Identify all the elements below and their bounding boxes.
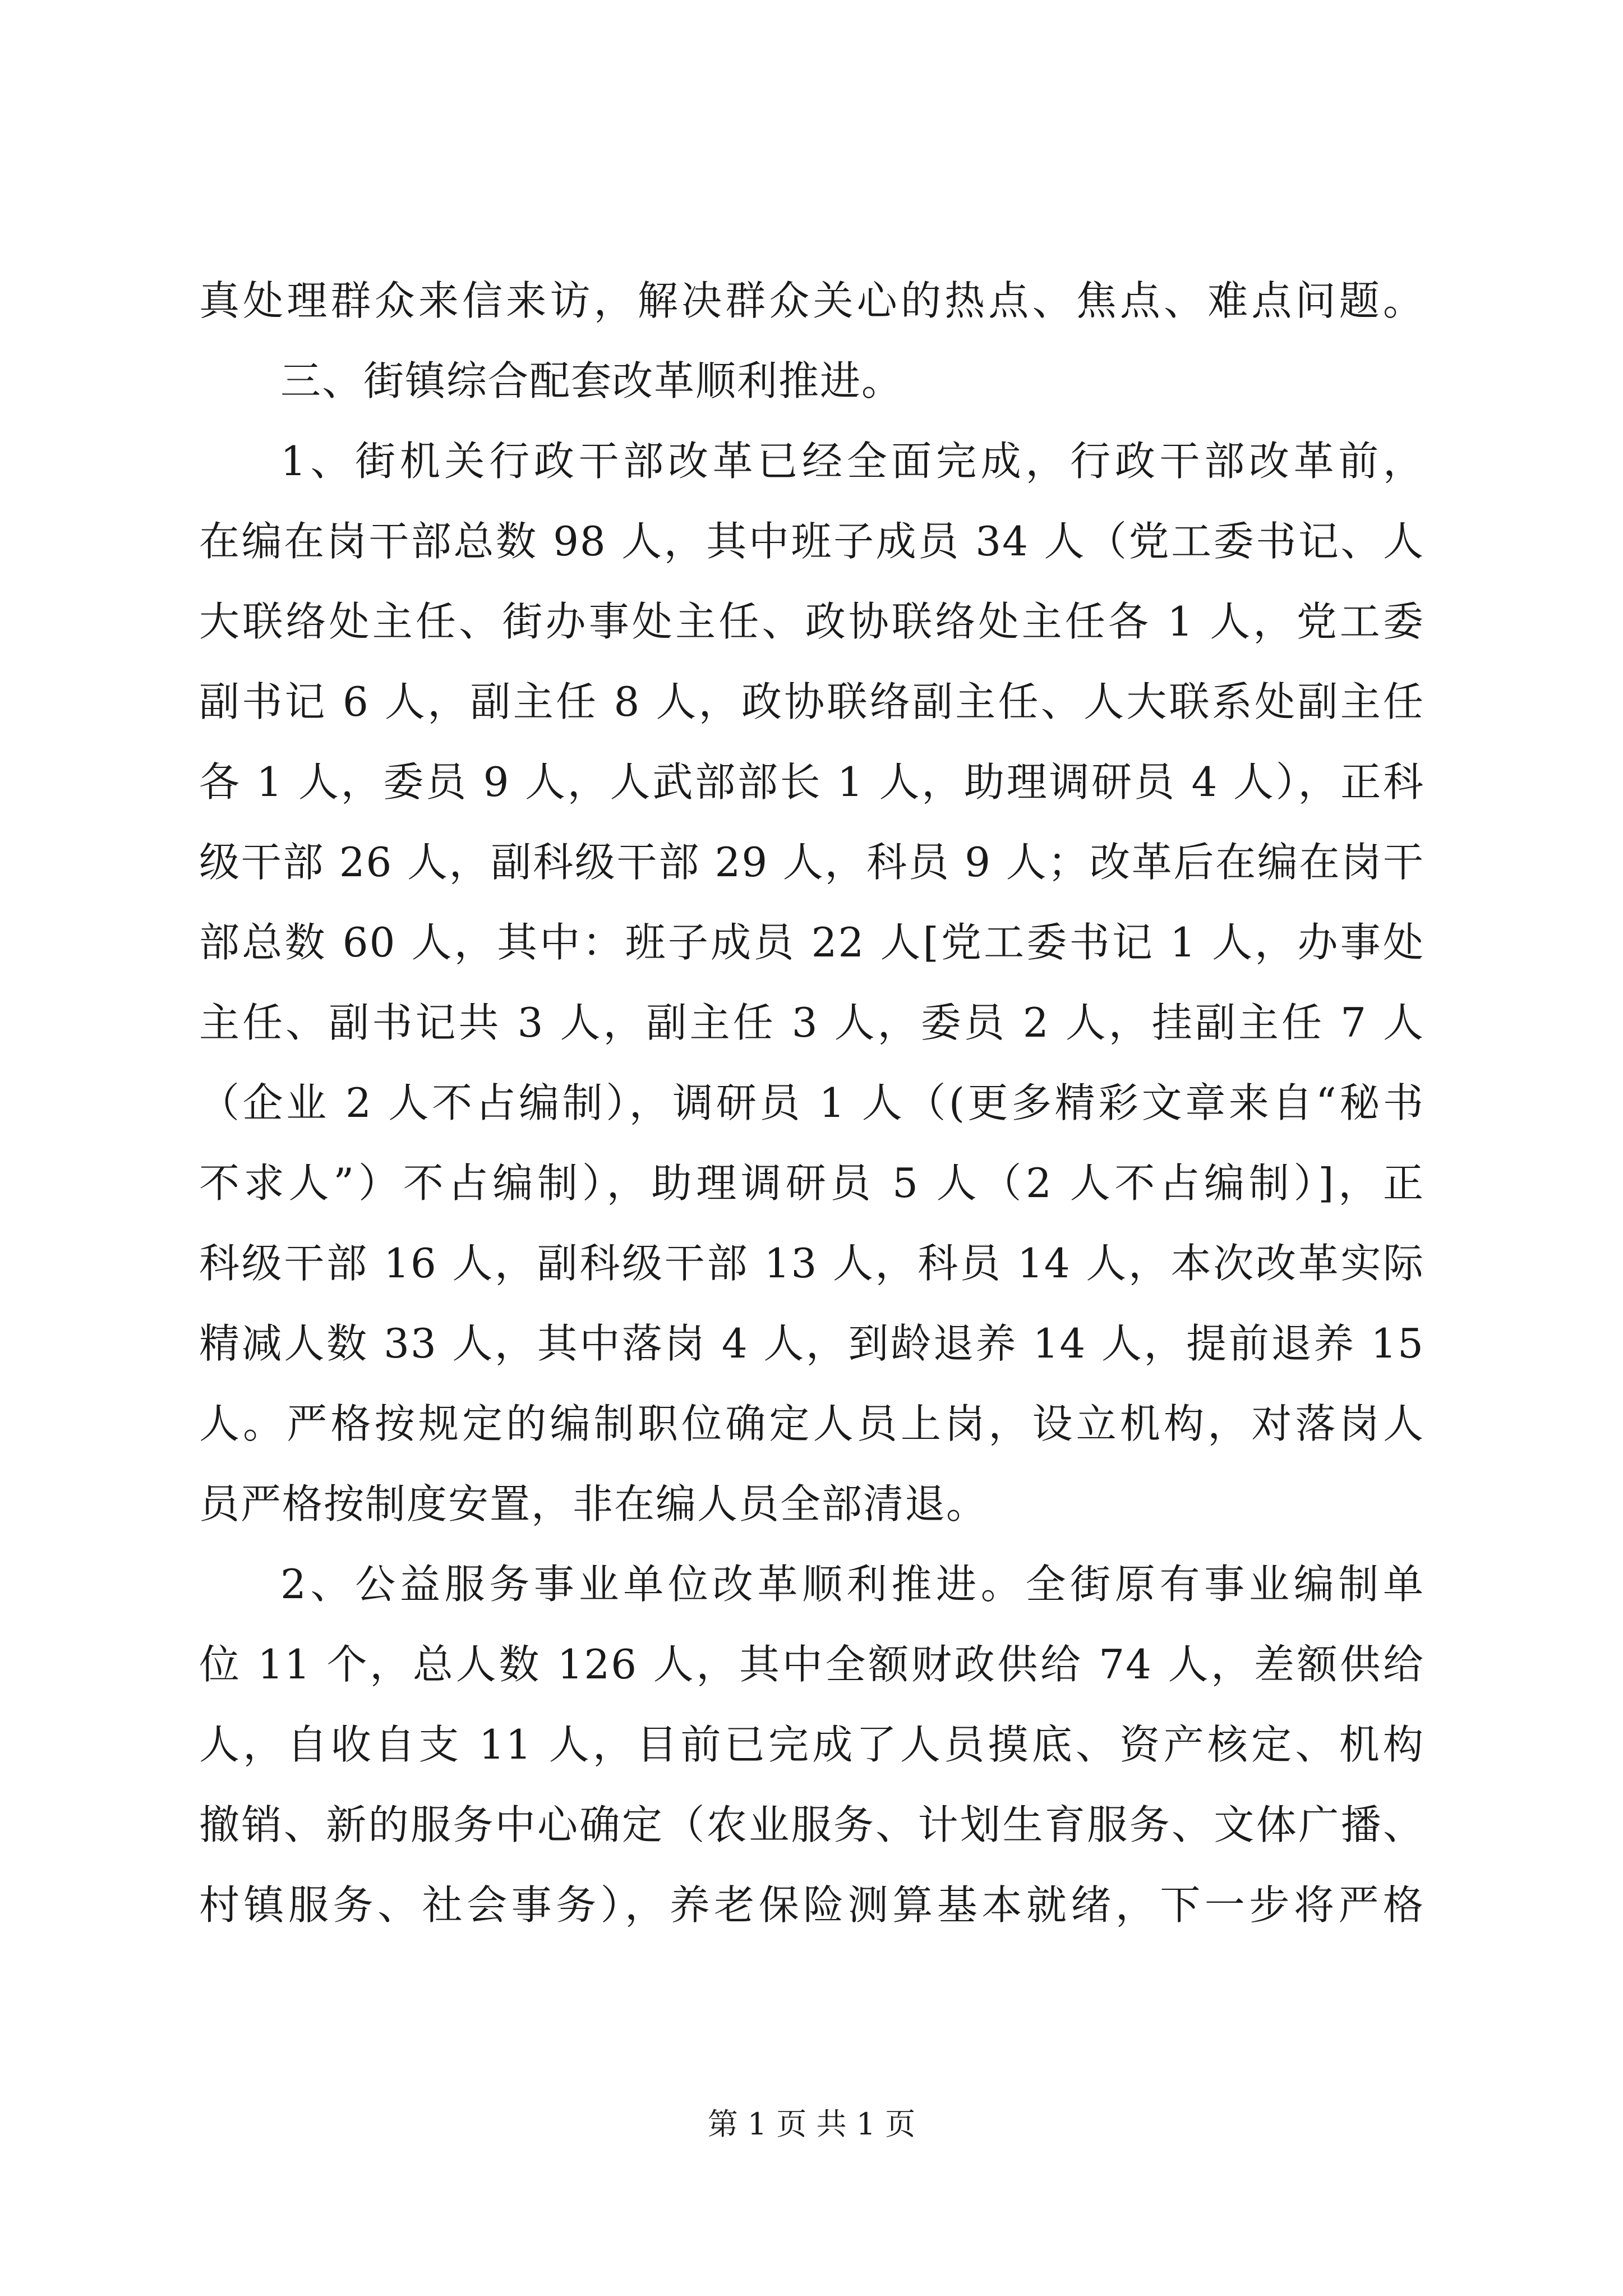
section-heading: 三、街镇综合配套改革顺利推进。	[280, 357, 903, 404]
text-line: 主任、副书记共 3 人，副主任 3 人，委员 2 人，挂副主任 7 人	[199, 999, 1424, 1046]
text-line: 精减人数 33 人，其中落岗 4 人，到龄退养 14 人，提前退养 15	[199, 1320, 1424, 1367]
paragraph-start: 1、街机关行政干部改革已经全面完成，行政干部改革前，	[280, 438, 1424, 485]
page-footer: 第 1 页 共 1 页	[707, 2106, 916, 2142]
paragraph-end: 员严格按制度安置，非在编人员全部清退。	[199, 1480, 988, 1527]
body-text	[199, 261, 1424, 1945]
text-line: 在编在岗干部总数 98 人，其中班子成员 34 人（党工委书记、人	[199, 518, 1424, 565]
text-line: 位 11 个，总人数 126 人，其中全额财政供给 74 人，差额供给	[199, 1641, 1424, 1688]
text-line: 部总数 60 人，其中：班子成员 22 人[党工委书记 1 人，办事处	[199, 919, 1424, 966]
text-line: 副书记 6 人，副主任 8 人，政协联络副主任、人大联系处副主任	[199, 678, 1424, 725]
paragraph-start: 2、公益服务事业单位改革顺利推进。全街原有事业编制单	[280, 1561, 1424, 1608]
text-line: 科级干部 16 人，副科级干部 13 人，科员 14 人，本次改革实际	[199, 1240, 1424, 1287]
text-line: 撤销、新的服务中心确定（农业服务、计划生育服务、文体广播、	[199, 1801, 1424, 1848]
text-line: 大联络处主任、街办事处主任、政协联络处主任各 1 人，党工委	[199, 598, 1424, 645]
text-line: 级干部 26 人，副科级干部 29 人，科员 9 人；改革后在编在岗干	[199, 839, 1424, 886]
text-line: 各 1 人，委员 9 人，人武部部长 1 人，助理调研员 4 人），正科	[199, 758, 1424, 806]
text-line: 人，自收自支 11 人，目前已完成了人员摸底、资产核定、机构	[199, 1721, 1424, 1768]
text-line: 不求人”）不占编制），助理调研员 5 人（2 人不占编制）]，正	[199, 1159, 1424, 1207]
text-line: 人。严格按规定的编制职位确定人员上岗，设立机构，对落岗人	[199, 1400, 1424, 1447]
text-line: 村镇服务、社会事务），养老保险测算基本就绪，下一步将严格	[199, 1881, 1424, 1929]
text-line: 真处理群众来信来访，解决群众关心的热点、焦点、难点问题。	[199, 277, 1424, 324]
text-line: （企业 2 人不占编制），调研员 1 人（(更多精彩文章来自“秘书	[199, 1079, 1424, 1126]
